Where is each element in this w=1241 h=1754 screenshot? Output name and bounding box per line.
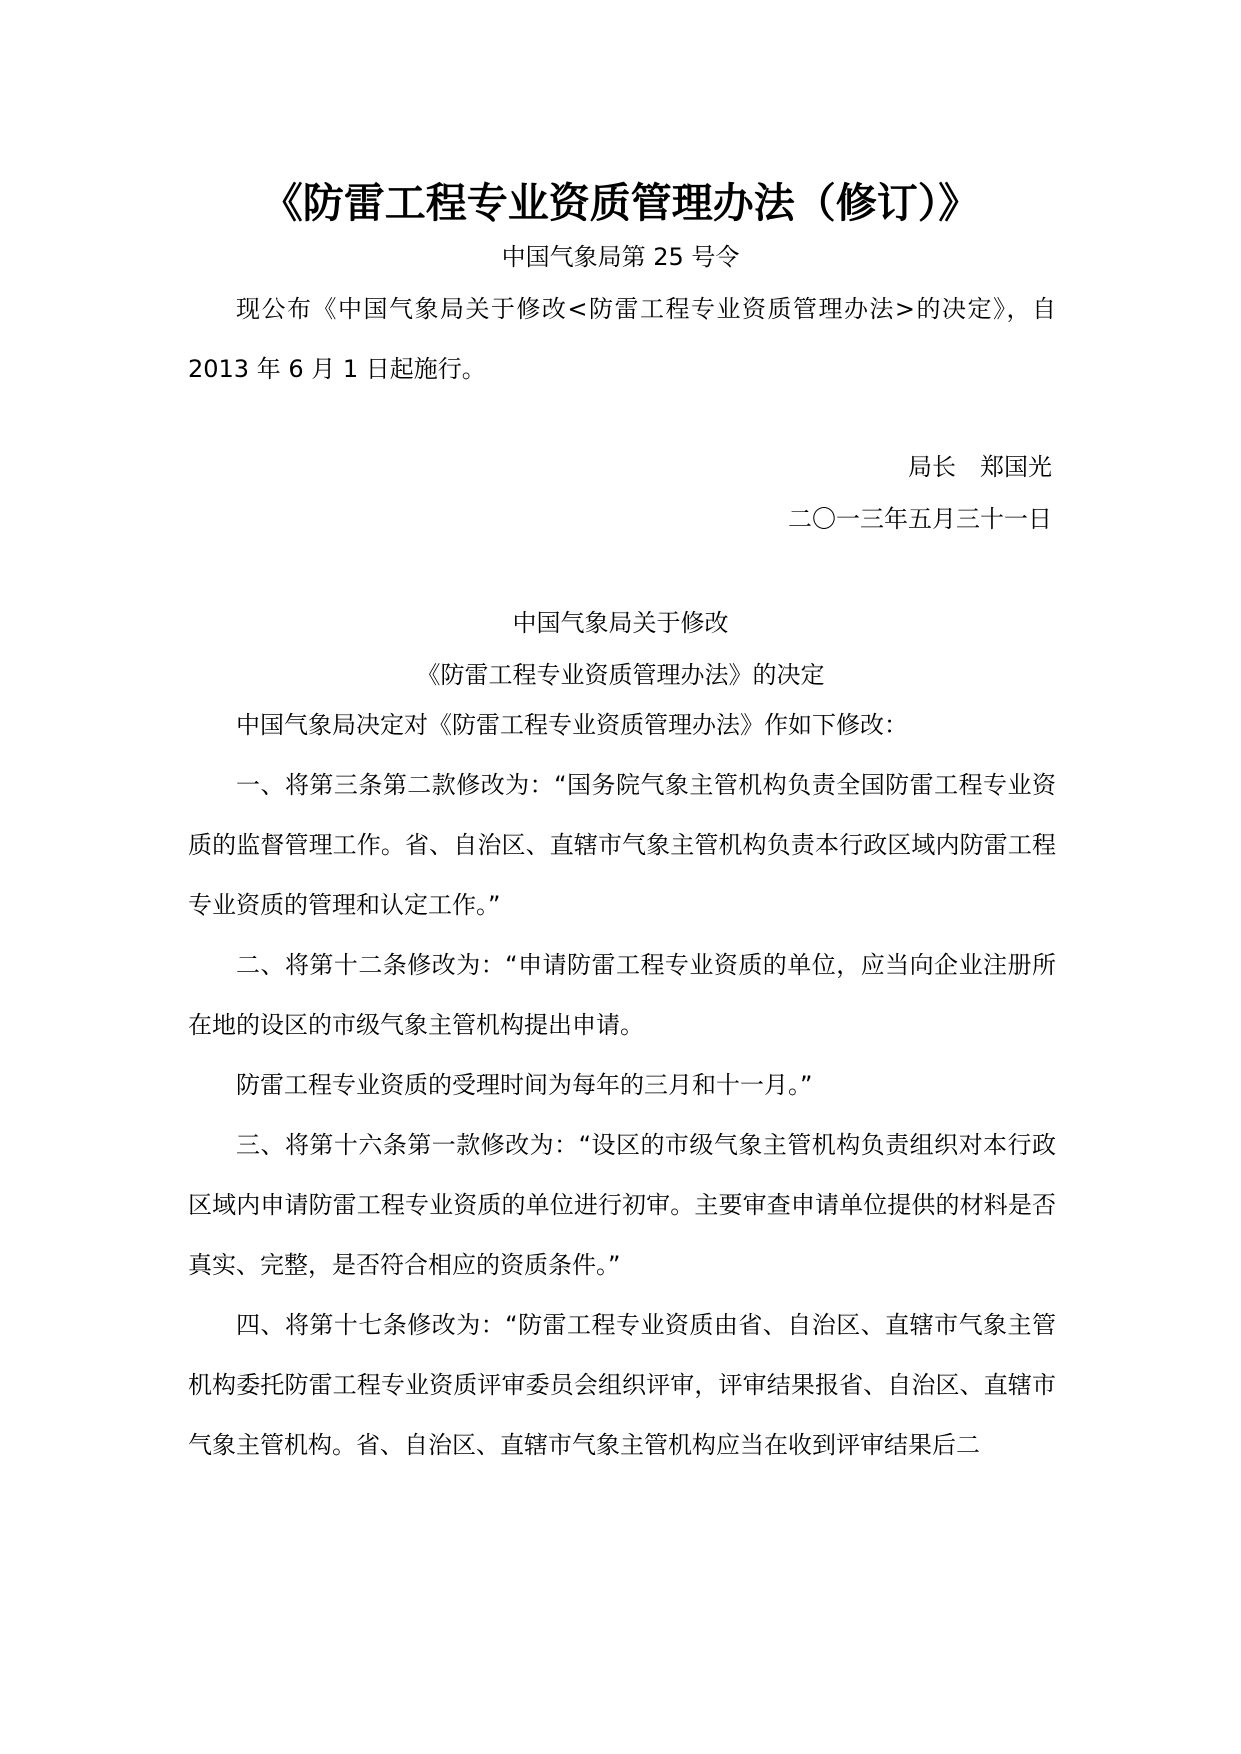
paragraph: 三、将第十六条第一款修改为：“设区的市级气象主管机构负责组织对本行政区域内申请防雷工程专业资质的单位进行初审。主要审查申请单位提供的材料是否真实、完整，是否符合相应的资质条件。” xyxy=(188,1131,1056,1279)
decision-body xyxy=(188,695,1056,1475)
decision-title-line-1: 中国气象局关于修改 xyxy=(512,609,729,637)
announcement-paragraph: 现公布《中国气象局关于修改<防雷工程专业资质管理办法>的决定》，自2013 年 6 月 1 日起施行。 xyxy=(188,295,1056,383)
paragraph: 二、将第十二条修改为：“申请防雷工程专业资质的单位，应当向企业注册所在地的设区的市级气象主管机构提出申请。 xyxy=(188,951,1056,1039)
paragraph: 防雷工程专业资质的受理时间为每年的三月和十一月。” xyxy=(236,1071,813,1099)
decision-title-line-2: 《防雷工程专业资质管理办法》的决定 xyxy=(416,661,825,689)
signature: 局长 郑国光 xyxy=(908,453,1052,481)
date: 二〇一三年五月三十一日 xyxy=(788,505,1052,533)
paragraph: 一、将第三条第二款修改为：“国务院气象主管机构负责全国防雷工程专业资质的监督管理工作。省、自治区、直辖市气象主管机构负责本行政区域内防雷工程专业资质的管理和认定工作。” xyxy=(188,771,1056,919)
document-title: 《防雷工程专业资质管理办法（修订）》 xyxy=(261,179,980,227)
paragraph: 四、将第十七条修改为：“防雷工程专业资质由省、自治区、直辖市气象主管机构委托防雷工程专业资质评审委员会组织评审，评审结果报省、自治区、直辖市气象主管机构。省、自治区、直辖市气象主管机构应当在收到评审结果后二 xyxy=(188,1311,1056,1459)
paragraph: 中国气象局决定对《防雷工程专业资质管理办法》作如下修改： xyxy=(236,711,908,739)
order-number: 中国气象局第 25 号令 xyxy=(501,243,740,271)
